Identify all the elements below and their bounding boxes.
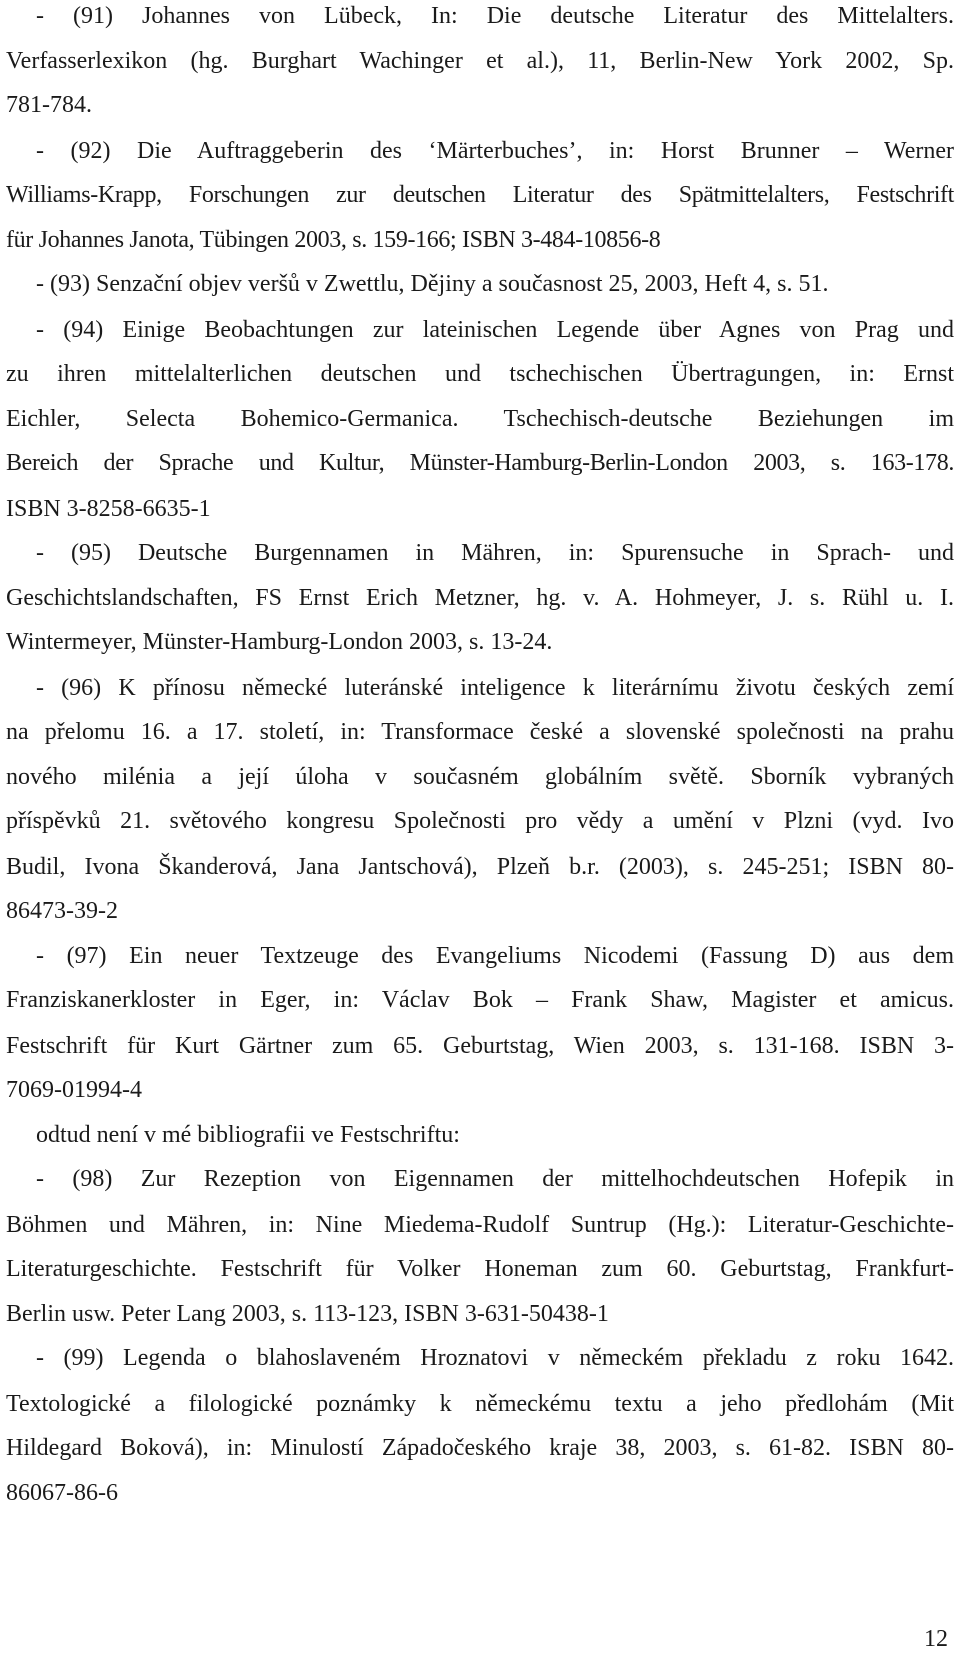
text-line: ISBN 3-8258-6635-1: [6, 496, 211, 522]
text-line: - (91) Johannes von Lübeck, In: Die deutsche Literatur des Mittelalters.: [36, 3, 954, 29]
text-line: für Johannes Janota, Tübingen 2003, s. 159-166; ISBN 3-484-10856-8: [6, 227, 661, 253]
text-line: nového milénia a její úloha v současném globálním světě. Sborník vybraných: [6, 764, 954, 790]
text-line: odtud není v mé bibliografii ve Festschriftu:: [36, 1122, 460, 1148]
text-line: Eichler, Selecta Bohemico-Germanica. Tschechisch-deutsche Beziehungen im: [6, 406, 954, 432]
text-line: Geschichtslandschaften, FS Ernst Erich Metzner, hg. v. A. Hohmeyer, J. s. Rühl u. I.: [6, 585, 954, 611]
text-line: - (98) Zur Rezeption von Eigennamen der mittelhochdeutschen Hofepik in: [36, 1166, 954, 1192]
text-line: Franziskanerkloster in Eger, in: Václav Bok – Frank Shaw, Magister et amicus.: [6, 987, 954, 1013]
text-line: - (97) Ein neuer Textzeuge des Evangeliums Nicodemi (Fassung D) aus dem: [36, 943, 954, 969]
text-line: 86067-86-6: [6, 1480, 118, 1506]
text-line: Festschrift für Kurt Gärtner zum 65. Geburtstag, Wien 2003, s. 131-168. ISBN 3-: [6, 1033, 954, 1059]
text-line: Wintermeyer, Münster-Hamburg-London 2003, s. 13-24.: [6, 629, 553, 655]
text-line: Bereich der Sprache und Kultur, Münster-Hamburg-Berlin-London 2003, s. 163-178.: [6, 450, 954, 476]
text-line: - (92) Die Auftraggeberin des ‘Märterbuches’, in: Horst Brunner – Werner: [36, 138, 954, 164]
text-line: zu ihren mittelalterlichen deutschen und tschechischen Übertragungen, in: Ernst: [6, 361, 954, 387]
text-line: - (95) Deutsche Burgennamen in Mähren, in: Spurensuche in Sprach- und: [36, 540, 954, 566]
text-line: na přelomu 16. a 17. století, in: Transformace české a slovenské společnosti na prahu: [6, 719, 954, 745]
text-line: Berlin usw. Peter Lang 2003, s. 113-123, ISBN 3-631-50438-1: [6, 1301, 609, 1327]
text-line: - (93) Senzační objev veršů v Zwettlu, Dějiny a současnost 25, 2003, Heft 4, s. 51.: [36, 271, 829, 297]
text-line: Williams-Krapp, Forschungen zur deutschen Literatur des Spätmittelalters, Festschrift: [6, 182, 954, 208]
text-line: - (96) K přínosu německé luteránské inteligence k literárnímu životu českých zemí: [36, 675, 954, 701]
text-line: - (99) Legenda o blahoslaveném Hroznatovi v německém překladu z roku 1642.: [36, 1345, 954, 1371]
text-line: příspěvků 21. světového kongresu Společnosti pro vědy a umění v Plzni (vyd. Ivo: [6, 808, 954, 834]
text-line: Verfasserlexikon (hg. Burghart Wachinger et al.), 11, Berlin-New York 2002, Sp.: [6, 48, 954, 74]
text-line: - (94) Einige Beobachtungen zur lateinischen Legende über Agnes von Prag und: [36, 317, 954, 343]
text-line: Hildegard Boková), in: Minulostí Západočeského kraje 38, 2003, s. 61-82. ISBN 80-: [6, 1435, 954, 1461]
document-page: [6, 0, 954, 1660]
text-line: Textologické a filologické poznámky k německému textu a jeho předlohám (Mit: [6, 1391, 954, 1417]
page-number: 12: [924, 1626, 948, 1652]
text-line: Böhmen und Mähren, in: Nine Miedema-Rudolf Suntrup (Hg.): Literatur-Geschichte-: [6, 1212, 954, 1238]
text-line: 7069-01994-4: [6, 1077, 142, 1103]
text-line: Literaturgeschichte. Festschrift für Volker Honeman zum 60. Geburtstag, Frankfurt-: [6, 1256, 954, 1282]
text-line: 781-784.: [6, 92, 92, 118]
text-line: Budil, Ivona Škanderová, Jana Jantschová), Plzeň b.r. (2003), s. 245-251; ISBN 80-: [6, 854, 954, 880]
text-line: 86473-39-2: [6, 898, 118, 924]
